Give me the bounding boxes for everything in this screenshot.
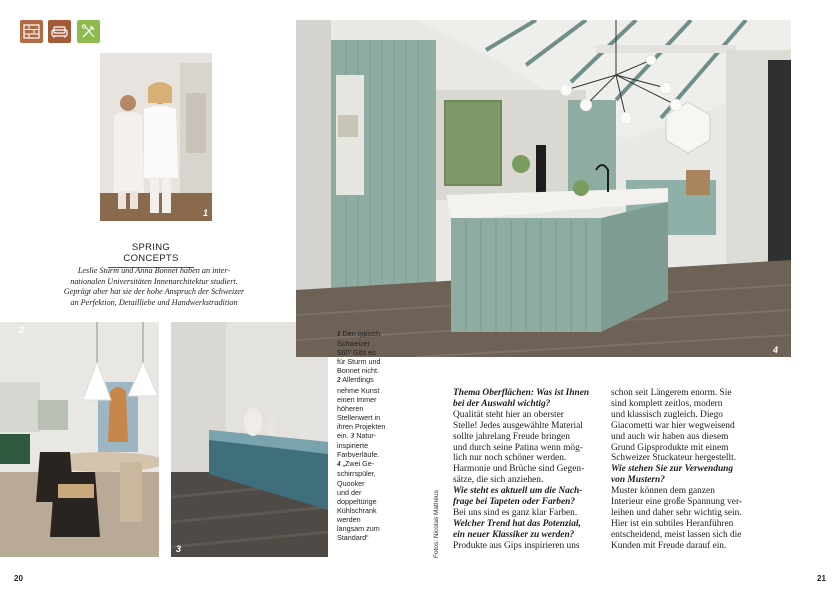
question-line: von Mustern?: [611, 475, 665, 486]
intro-line: Geprägt aber hat sie der hohe Anspruch der Schweizer: [63, 287, 245, 297]
photo-number-2: 2: [19, 325, 25, 335]
photo-number-4: 4: [772, 345, 778, 355]
intro-line: an Perfektion, Detailliebe und Handwerkstradition: [70, 297, 238, 307]
answer-line: Schweizer Stuckateur hergestellt.: [611, 453, 737, 464]
page-number-left: 20: [14, 574, 23, 583]
answer-line: Harmonie und Brüche sind Gegen-: [453, 464, 585, 475]
sideboard-photo: [171, 322, 328, 557]
kitchen-photo: [296, 20, 791, 357]
page-number-right: 21: [817, 574, 826, 583]
answer-line: Grund Gipsprodukte mit einem: [611, 442, 729, 453]
question-line: Welcher Trend hat das Potenzial,: [453, 518, 581, 529]
sofa-icon: [48, 20, 71, 43]
body-column-1: [453, 388, 593, 552]
answer-line: sollte jahrelang Freude bringen: [453, 431, 570, 442]
answer-line: und klassisch zugleich. Diego: [611, 409, 723, 420]
designers-portrait-photo: [100, 53, 212, 221]
photo-captions: 1 Den typisch Schweizer Stil? Gibt es für Sturm und Bonnet nicht. 2 Allerdings nehme Kunst einen immer höheren Stellenwert in ihren Projekten ein. 3 Natur- inspirierte Farbverläufe. 4 „Zwei Ge- schirrspüler, Quooker und der doppeltürige Kühlschrank werden langsam zum Standard“: [337, 329, 397, 542]
question-line: Wie stehen Sie zur Verwendung: [611, 464, 734, 475]
answer-line: Qualität steht hier an oberster: [453, 409, 564, 420]
wall-tiles-icon: [20, 20, 43, 43]
answer-line: leihen und daher sehr wichtig sein.: [611, 507, 742, 518]
photo-number-1: 1: [202, 208, 208, 218]
answer-line: lich nur noch schöner werden.: [453, 453, 567, 464]
caption-1: 1 Den typisch: [337, 329, 381, 338]
intro-line: nationalen Universitäten Innenarchitektur studiert.: [70, 276, 238, 286]
answer-line: Muster können dem ganzen: [611, 486, 715, 497]
question-line: ein neuer Klassiker zu werden?: [453, 529, 575, 540]
question-line: Thema Oberflächen: Was ist Ihnen: [453, 388, 590, 398]
answer-line: Interieur eine große Spannung ver-: [611, 497, 743, 508]
answer-line: Produkte aus Gips inspirieren uns: [453, 540, 580, 551]
caption-3: ein. 3 Natur-: [337, 431, 377, 441]
answer-line: und auch wir haben aus diesem: [611, 431, 729, 442]
answer-line: Kunden mit Freude darauf ein.: [611, 540, 727, 551]
question-line: Wie steht es aktuell um die Nach-: [453, 486, 583, 497]
section-heading: SPRING CONCEPTS: [108, 242, 194, 268]
answer-line: Hier ist ein subtiles Heranführen: [611, 518, 734, 529]
answer-line: sätze, die sich anziehen.: [453, 475, 544, 486]
photo-number-3: 3: [176, 544, 182, 554]
answer-line: Giacometti war hier wegweisend: [611, 420, 735, 431]
dining-room-photo: [0, 322, 159, 557]
answer-line: Stelle! Jedes ausgewählte Material: [453, 420, 583, 431]
question-line: bei der Auswahl wichtig?: [453, 398, 551, 409]
intro-line: Leslie Sturm und Anna Bonnet haben an inter-: [77, 266, 231, 275]
question-line: frage bei Tapeten oder Farben?: [453, 497, 576, 508]
garden-tools-icon: [77, 20, 100, 43]
answer-line: und durch seine Patina wenn mög-: [453, 442, 583, 453]
answer-line: entscheidend, meist lassen sich die: [611, 529, 742, 540]
answer-line: schon seit Längerem enorm. Sie: [611, 388, 732, 398]
photo-credit: Fotos: Nicolas Mathéus: [433, 490, 440, 558]
intro-text: [38, 266, 270, 308]
caption-2: 2 Allerdings: [337, 375, 374, 385]
answer-line: Bei uns sind es ganz klar Farben.: [453, 507, 578, 518]
answer-line: sind komplett zeitlos, modern: [611, 398, 723, 409]
body-column-2: [611, 388, 751, 552]
caption-4: Farbverläufe.: [337, 450, 380, 460]
